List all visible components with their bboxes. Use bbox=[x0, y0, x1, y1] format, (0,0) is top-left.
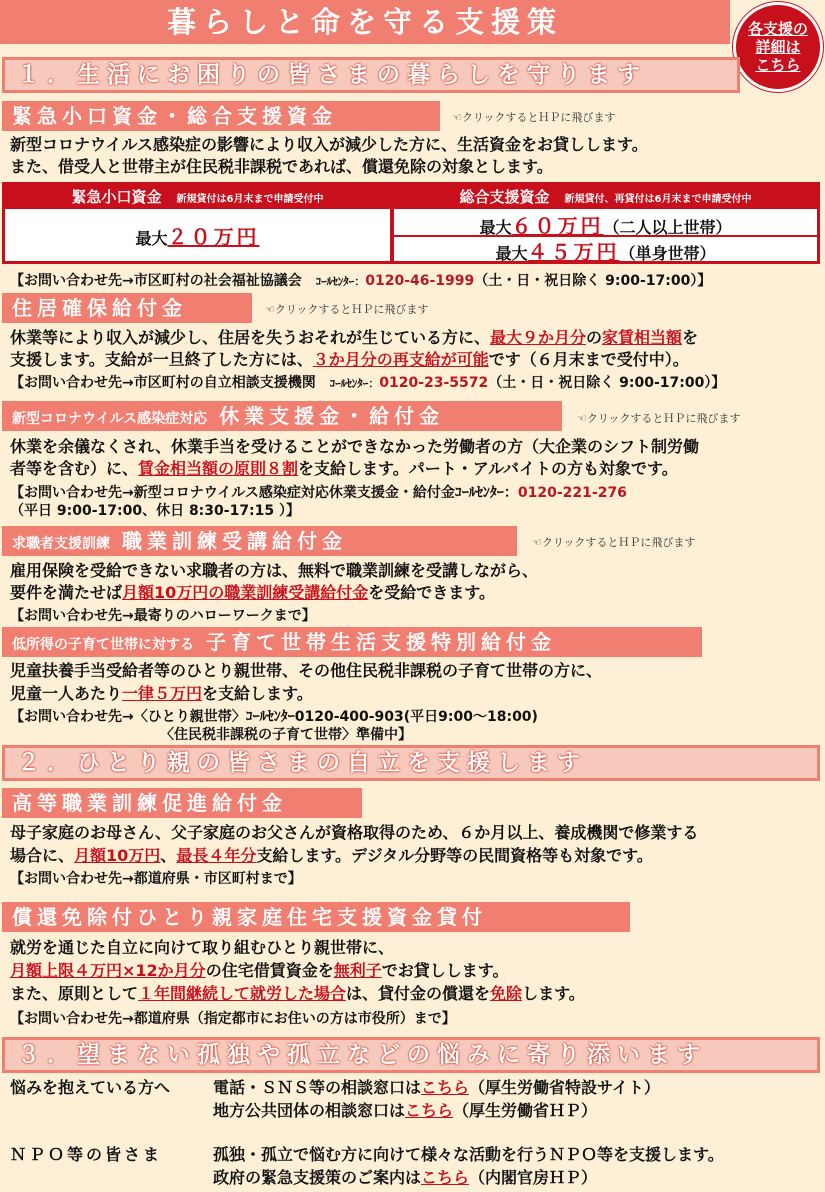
max-label: 最大 bbox=[479, 218, 512, 237]
kyugyo-text-1: 休業を余儀なくされ、休業手当を受けることができなかった労働者の方（大企業のシフト制労働 bbox=[10, 437, 699, 456]
koutou-text-1: 母子家庭のお母さん、父子家庭のお父さんが資格取得のため、６か月以上、養成機関で修業する bbox=[10, 823, 699, 842]
hand-icon: ☜ bbox=[452, 111, 462, 124]
kunren-text-2: 要件を満たせば月額10万円の職業訓練受講給付金を受給できます。 bbox=[10, 583, 496, 602]
amount-cell-3 bbox=[394, 236, 817, 265]
label-main: 職業訓練受講給付金 bbox=[121, 529, 347, 553]
kinkyu-text-2: また、借受人と世帯主が住民税非課税であれば、償還免除の対象とします。 bbox=[10, 157, 553, 176]
kinkyu-text-1: 新型コロナウイルス感染症の影響により収入が減少した方に、生活資金をお貸しします。 bbox=[10, 135, 648, 154]
jutaku-text-3: また、原則として１年間継続して就労した場合は、貸付金の償還を免除します。 bbox=[10, 984, 585, 1003]
click-note bbox=[452, 109, 615, 125]
click-note bbox=[577, 410, 740, 426]
click-note-text: クリックするとＨＰに飛びます bbox=[541, 536, 696, 549]
amount-2: ６０万円 bbox=[511, 214, 604, 238]
col1-note: 新規貸付は6月末まで申請受付中 bbox=[176, 194, 324, 205]
page-title: 暮らしと命を守る支援策 bbox=[0, 0, 730, 44]
click-note-text: クリックするとＨＰに飛びます bbox=[586, 412, 741, 425]
link-3[interactable]: こちら bbox=[421, 1168, 470, 1187]
kosodate-text-1: 児童扶養手当受給者等のひとり親世帯、その他住民税非課税の子育て世帯の方に、 bbox=[10, 661, 603, 680]
kyugyo-contact-hours: （平日 9:00-17:00、休日 8:30-17:15 ）】 bbox=[10, 503, 301, 519]
jutaku-text-1: 就労を通じた自立に向けて取り組むひとり親世帯に、 bbox=[10, 938, 395, 957]
label-prefix: 求職者支援訓練 bbox=[12, 536, 110, 552]
details-link-badge[interactable] bbox=[733, 2, 823, 92]
kyugyo-contact: 【お問い合わせ先→新型コロナウイルス感染症対応休業支援金・給付金ｺｰﾙｾﾝﾀｰ：0120-221-276 bbox=[10, 485, 627, 501]
badge-line: こちら bbox=[755, 56, 801, 74]
link-1[interactable]: こちら bbox=[421, 1078, 470, 1097]
kodoku-row-1: 電話・ＳＮＳ等の相談窓口はこちら（厚生労働省特設サイト） bbox=[213, 1078, 660, 1097]
koutou-text-2: 場合に、月額10万円、最長４年分支給します。デジタル分野等の民間資格等も対象です。 bbox=[10, 846, 653, 865]
contact-text: 【お問い合わせ先→市区町村の社会福祉協議会 bbox=[10, 273, 316, 289]
kosodate-contact-2: 〈住民税非課税の子育て世帯〉準備中】 bbox=[160, 727, 412, 743]
label-prefix: 低所得の子育て世帯に対する bbox=[12, 637, 194, 653]
col2-note: 新規貸付、再貸付は6月末まで申請受付中 bbox=[564, 194, 752, 205]
amount-3-note: （単身世帯） bbox=[619, 244, 716, 263]
contact-phone: 0120-46-1999 bbox=[365, 273, 475, 289]
label-main: 子育て世帯生活支援特別給付金 bbox=[205, 630, 556, 654]
kinkyu-table bbox=[2, 182, 820, 264]
kosodate-text-2: 児童一人あたり一律５万円を支給します。 bbox=[10, 684, 313, 703]
col1-header bbox=[5, 185, 390, 209]
label-main: 休業支援金・給付金 bbox=[219, 404, 445, 428]
section-3-header: ３．望まない孤独や孤立などの悩みに寄り添います bbox=[2, 1037, 820, 1073]
click-note bbox=[532, 534, 695, 550]
hand-icon: ☜ bbox=[577, 412, 587, 425]
col2-header bbox=[394, 185, 817, 209]
click-note-text: クリックするとＨＰに飛びます bbox=[461, 111, 616, 124]
kinkyu-contact bbox=[10, 272, 711, 291]
jutaku-label: 償還免除付ひとり親家庭住宅支援資金貸付 bbox=[2, 902, 630, 932]
koutou-contact: 【お問い合わせ先→都道府県・市区町村まで】 bbox=[10, 871, 302, 887]
kyugyo-text-2: 者等を含む）に、賃金相当額の原則８割を支給します。パート・アルバイトの方も対象です。 bbox=[10, 459, 678, 478]
koutou-label: 高等職業訓練促進給付金 bbox=[2, 788, 362, 818]
link-2[interactable]: こちら bbox=[405, 1101, 454, 1120]
amount-2-note: （二人以上世帯） bbox=[603, 218, 732, 237]
kodoku-row-2: 地方公共団体の相談窓口はこちら（厚生労働省ＨＰ） bbox=[213, 1101, 598, 1120]
kodoku-row-4: 政府の緊急支援策のご案内はこちら（内閣官房ＨＰ） bbox=[213, 1168, 598, 1187]
kinkyu-label[interactable]: 緊急小口資金・総合支援資金 bbox=[2, 101, 440, 131]
kyugyo-label[interactable] bbox=[2, 401, 562, 431]
kodoku-who-1: 悩みを抱えている方へ bbox=[10, 1078, 171, 1097]
amount-1: ２０万円 bbox=[167, 225, 260, 249]
jukyo-contact: 【お問い合わせ先→市区町村の自立相談支援機関 ｺｰﾙｾﾝﾀｰ：0120-23-5572（土・日・祝日除く 9:00-17:00）】 bbox=[10, 375, 726, 391]
kunren-contact: 【お問い合わせ先→最寄りのハローワークまで】 bbox=[10, 608, 316, 624]
jukyo-text-2: 支援します。支給が一旦終了した方には、３か月分の再支給が可能です（６月末まで受付中）。 bbox=[10, 350, 689, 369]
jutaku-contact: 【お問い合わせ先→都道府県（指定都市にお住いの方は市役所）まで】 bbox=[10, 1011, 456, 1027]
amount-cell-2 bbox=[394, 210, 817, 239]
kosodate-label bbox=[2, 627, 702, 657]
section-2-header: ２．ひとり親の皆さまの自立を支援します bbox=[2, 745, 820, 781]
max-label: 最大 bbox=[135, 229, 168, 248]
badge-line: 各支援の bbox=[747, 20, 808, 38]
kodoku-row-3: 孤独・孤立で悩む方に向けて様々な活動を行うＮＰＯ等を支援します。 bbox=[213, 1145, 724, 1164]
amount-3: ４５万円 bbox=[527, 240, 620, 264]
kunren-label[interactable] bbox=[2, 526, 517, 556]
col1-title: 緊急小口資金 bbox=[71, 188, 162, 206]
hand-icon: ☜ bbox=[265, 303, 275, 316]
click-note-text: クリックするとＨＰに飛びます bbox=[274, 303, 429, 316]
col2-title: 総合支援資金 bbox=[459, 188, 550, 206]
max-label: 最大 bbox=[495, 244, 528, 263]
section-1-header: １．生活にお困りの皆さまの暮らしを守ります bbox=[2, 57, 740, 93]
contact-center: ｺｰﾙｾﾝﾀｰ： bbox=[315, 275, 366, 288]
hand-icon: ☜ bbox=[532, 536, 542, 549]
kodoku-who-2: ＮＰＯ等の皆さま bbox=[10, 1145, 163, 1164]
kunren-text-1: 雇用保険を受給できない求職者の方は、無料で職業訓練を受講しながら、 bbox=[10, 561, 539, 580]
jukyo-text-1: 休業等により収入が減少し、住居を失うおそれが生じている方に、最大９か月分の家賃相当額を bbox=[10, 328, 699, 347]
amount-cell-1 bbox=[5, 221, 390, 250]
badge-line: 詳細は bbox=[755, 38, 801, 56]
click-note bbox=[265, 301, 428, 317]
label-prefix: 新型コロナウイルス感染症対応 bbox=[12, 411, 208, 427]
jukyo-label[interactable]: 住居確保給付金 bbox=[2, 293, 252, 323]
contact-hours: （土・日・祝日除く 9:00-17:00）】 bbox=[474, 273, 712, 289]
jutaku-text-2: 月額上限４万円×12か月分の住宅借賃資金を無利子でお貸しします。 bbox=[10, 961, 509, 980]
kosodate-contact-1: 【お問い合わせ先→〈ひとり親世帯〉ｺｰﾙｾﾝﾀｰ0120-400-903(平日9:00～18:00) bbox=[10, 709, 538, 725]
